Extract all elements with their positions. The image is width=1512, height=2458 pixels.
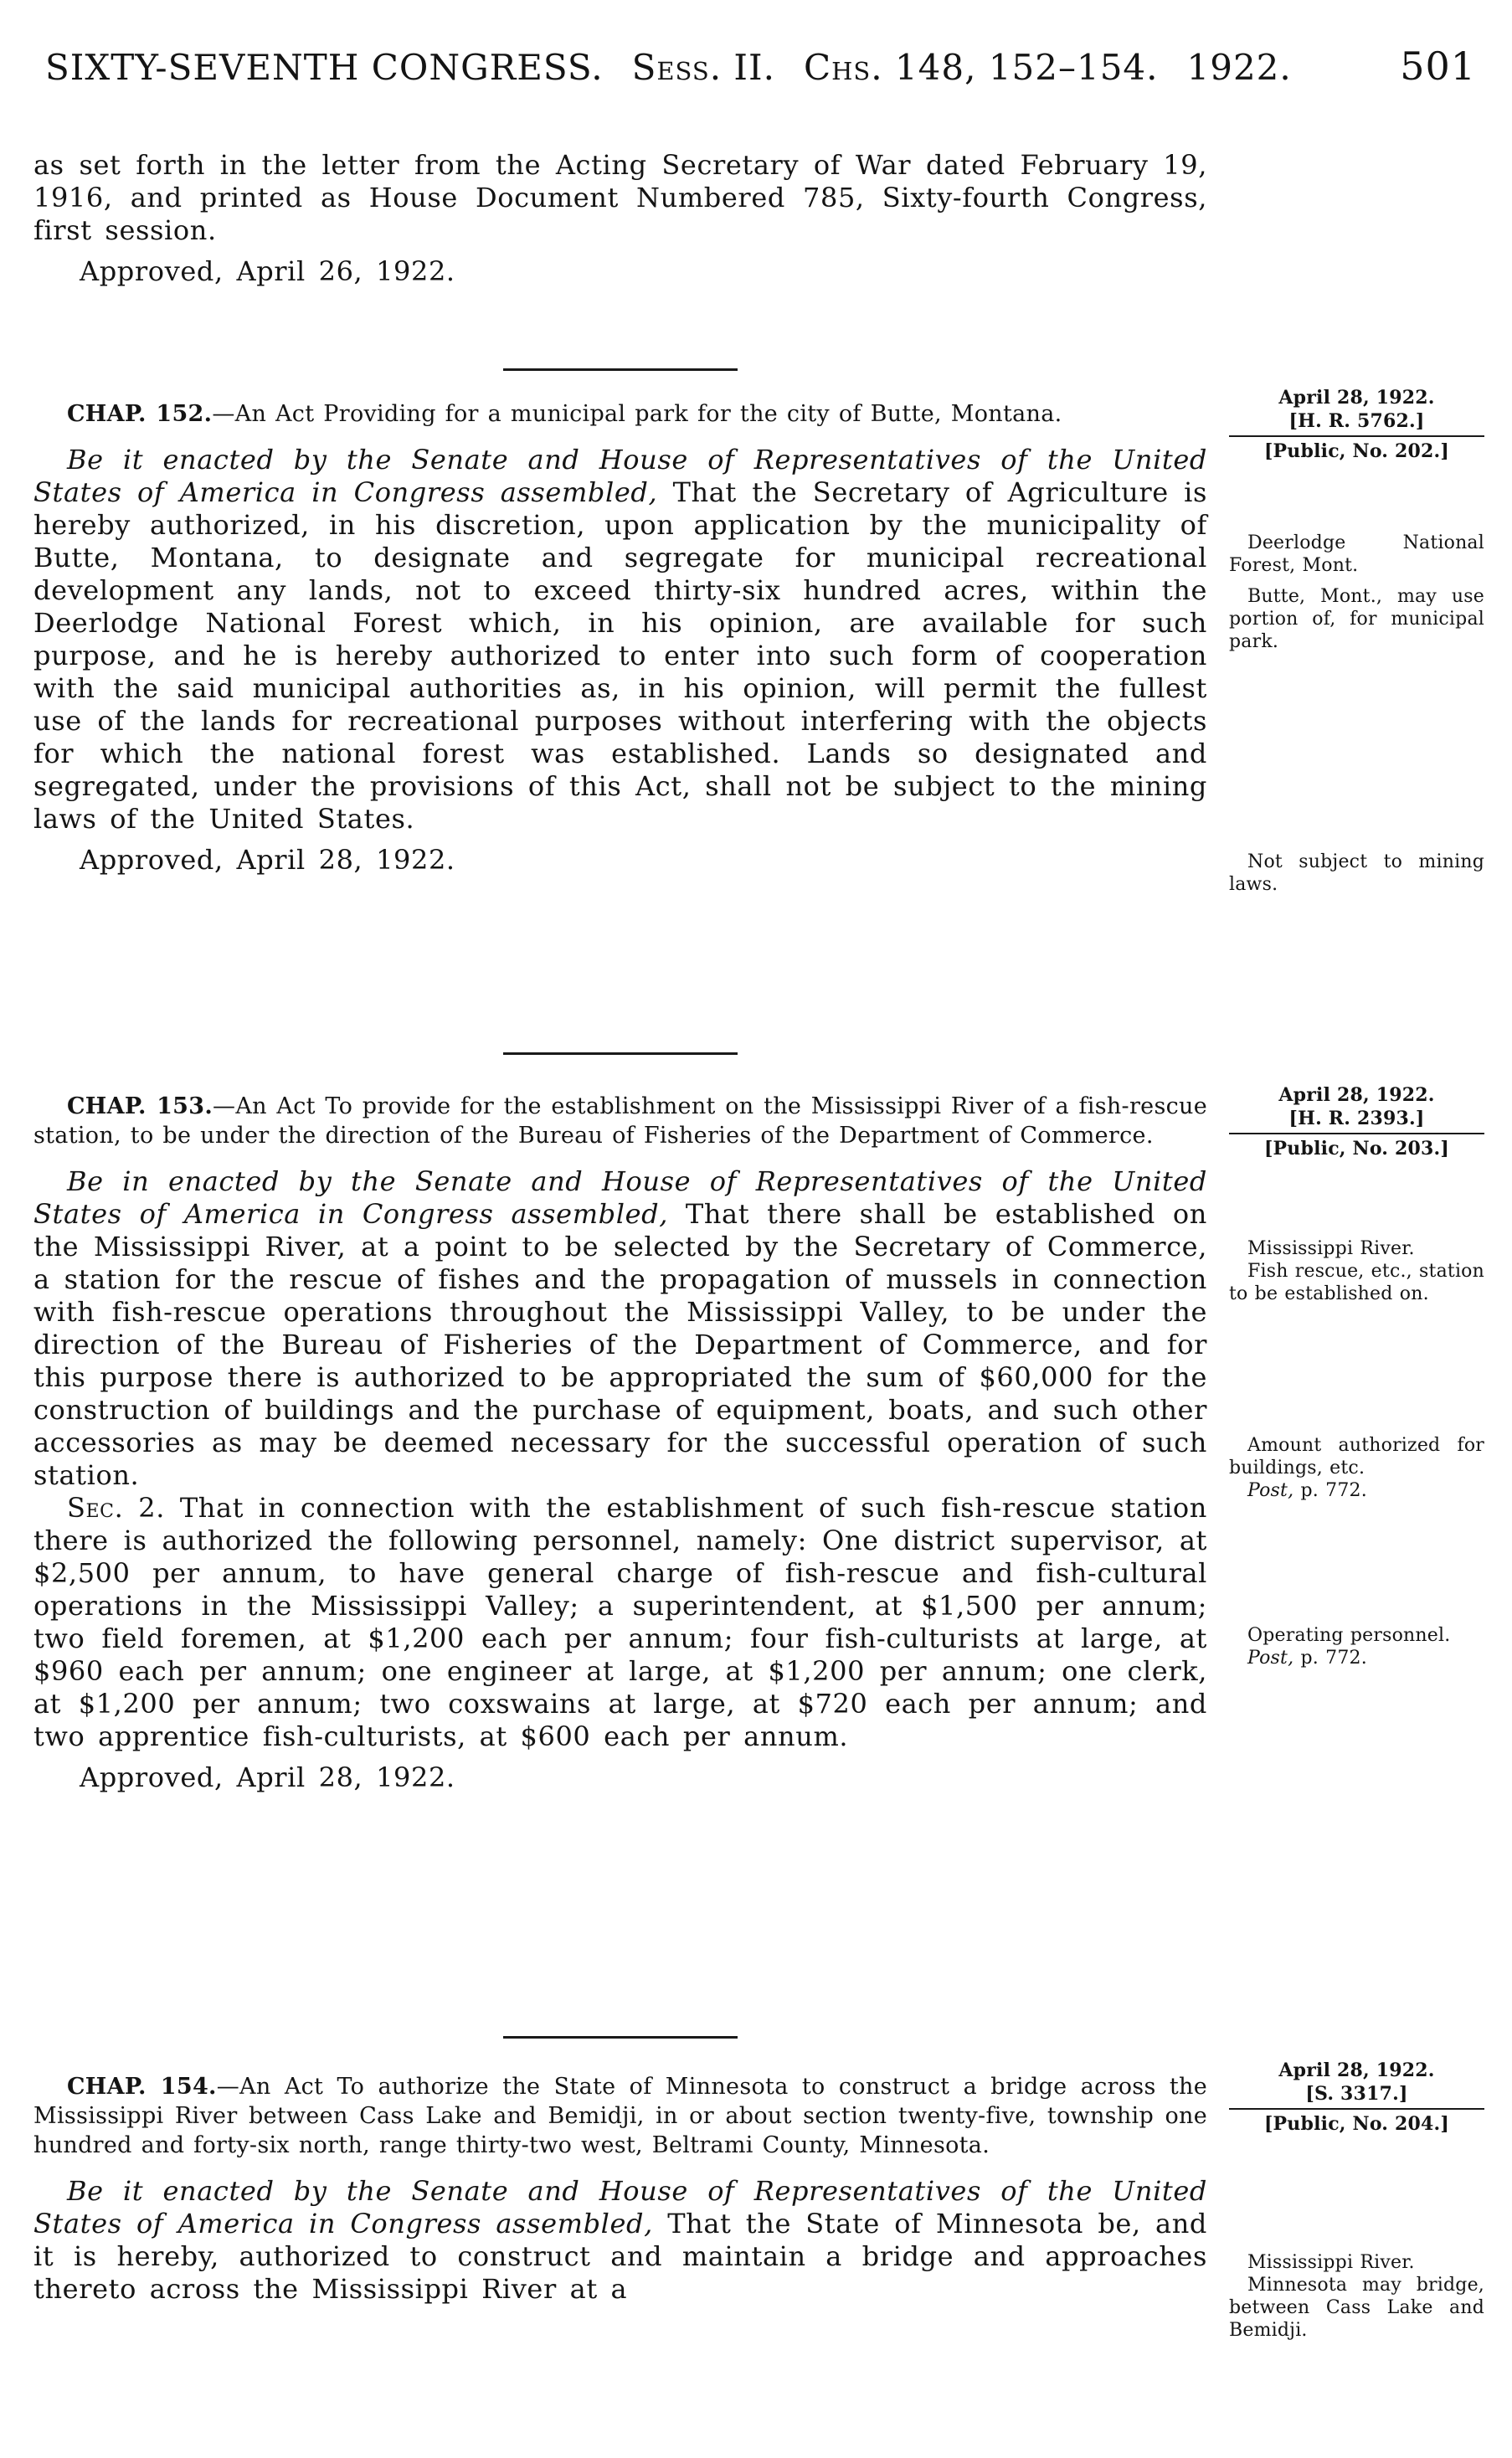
sidenote-post-reference	[1229, 1647, 1484, 1669]
sidenote-text: Deerlodge National Forest, Mont.	[1229, 532, 1484, 576]
sidenote-mississippi-station	[1229, 1237, 1484, 1305]
chap-154-body-text: That the State of Minnesota be, and it is hereby, authorized to construct and maintain a bridge and approaches thereto across the Mississippi River at a	[33, 2208, 1207, 2305]
page-number: 501	[1400, 44, 1476, 89]
chap-153-heading	[33, 1092, 1207, 1150]
post-page: p. 772.	[1293, 1648, 1367, 1669]
chap-148-main-column	[33, 149, 1207, 288]
chap-152-body-text: That the Secretary of Agriculture is hereby authorized, in his discretion, upon application by the municipality of Butte, Montana, to designate and segregate for municipal recreational development any lands, not to exceed thirty-six hundred acres, within the Deerlodge National Forest which, in his opinion, are available for such purpose, and he is hereby authorized to enter into such form of cooperation with the said municipal authorities as, in his opinion, will permit the fullest use of the lands for recreational purposes without interfering with the objects for which the national forest was established. Lands so designated and segregated, under the provisions of this Act, shall not be subject to the mining laws of the United States.	[33, 476, 1207, 835]
chap-153-section-2-paragraph	[33, 1492, 1207, 1753]
chap-153-section	[33, 1084, 1484, 2006]
sidenote-text: Operating personnel.	[1247, 1625, 1451, 1646]
post-page: p. 772.	[1293, 1480, 1367, 1501]
post-label: Post,	[1247, 1648, 1294, 1669]
sidenote-text: Amount authorized for buildings, etc.	[1229, 1435, 1484, 1478]
chap-153-sec2-text: That in connection with the establishment of such fish-rescue station there is authorized the following personnel, namely: One district supervisor, at $2,500 per annum, to have general charge of fish-rescue and fish-cultural operations in the Mississippi Valley; a superintendent, at $1,500 per annum; two field foremen, at $1,200 each per annum; four fish-culturists at large, at $960 each per annum; one engineer at large, at $1,200 per annum; one clerk, at $1,200 per annum; two coxswains at large, at $720 each per annum; and two apprentice fish-culturists, at $600 each per annum.	[33, 1492, 1208, 1752]
sidenote-post-reference	[1229, 1479, 1484, 1502]
chap-152-citation-bill: [H. R. 5762.]	[1288, 410, 1425, 432]
chap-152-approved-line: Approved, April 28, 1922.	[80, 844, 455, 876]
chap-154-citation-bill: [S. 3317.]	[1305, 2083, 1408, 2105]
sidenote-mining-laws	[1229, 851, 1484, 896]
chap-153-enacting-clause: Be in enacted by the Senate and House of Representatives of the United States of America in Congress assembled,	[33, 1165, 1207, 1230]
sidenote-text: Fish rescue, etc., station to be established on.	[1229, 1261, 1484, 1304]
running-head	[33, 44, 1484, 90]
chap-152-label: CHAP. 152.	[67, 401, 213, 427]
chap-152-citation-block	[1229, 386, 1484, 463]
chap-154-citation-block	[1229, 2059, 1484, 2136]
citation-rule	[1229, 2108, 1484, 2110]
chap-154-title: —An Act To authorize the State of Minnesota to construct a bridge across the Mississippi River between Cass Lake and Bemidji, in or about section twenty-five, township one hundred and forty-six north, range thirty-two west, Beltrami County, Minnesota.	[33, 2074, 1207, 2158]
sidenote-deerlodge-forest	[1229, 532, 1484, 577]
chap-154-heading	[33, 2072, 1207, 2160]
chap-148-approved-line: Approved, April 26, 1922.	[80, 255, 455, 287]
chapters-label: Chs. 148, 152–154.	[803, 47, 1159, 88]
sidenote-text: Mississippi River.	[1247, 2252, 1415, 2273]
chap-148-end-section	[33, 149, 1484, 340]
sidenote-operating-personnel	[1229, 1624, 1484, 1669]
chap-154-section	[33, 2059, 1484, 2341]
chap-148-continuation-paragraph: as set forth in the letter from the Acting Secretary of War dated February 19, 1916, and printed as House Document Numbered 785, Sixty-fourth Congress, first session.	[33, 149, 1207, 246]
chap-154-citation-date: April 28, 1922.	[1278, 2059, 1435, 2081]
chap-152-section	[33, 387, 1484, 1021]
chap-154-enacting-clause: Be it enacted by the Senate and House of Representatives of the United States of America in Congress assembled,	[33, 2175, 1207, 2239]
sidenote-butte-park	[1229, 585, 1484, 653]
chap-153-body-paragraph	[33, 1165, 1207, 1492]
section-divider-rule	[503, 1052, 738, 1055]
citation-rule	[1229, 435, 1484, 437]
chap-152-title: —An Act Providing for a municipal park for the city of Butte, Montana.	[212, 401, 1062, 427]
citation-rule	[1229, 1133, 1484, 1134]
congress-title: SIXTY-SEVENTH CONGRESS.	[45, 47, 604, 88]
sidenote-text: Minnesota may bridge, between Cass Lake and Bemidji.	[1229, 2275, 1484, 2341]
sidenote-minnesota-bridge	[1229, 2251, 1484, 2342]
sidenote-amount-authorized	[1229, 1434, 1484, 1502]
chap-153-citation-public: [Public, No. 203.]	[1263, 1138, 1450, 1160]
post-label: Post,	[1247, 1480, 1294, 1501]
session-label: Sess. II.	[631, 47, 775, 88]
sidenote-text: Butte, Mont., may use portion of, for municipal park.	[1229, 586, 1484, 652]
chap-153-citation-block	[1229, 1083, 1484, 1160]
chap-153-approved-line: Approved, April 28, 1922.	[80, 1761, 455, 1793]
chap-152-body-paragraph	[33, 444, 1207, 836]
running-head-title	[45, 45, 1292, 90]
chap-152-citation-public: [Public, No. 202.]	[1263, 440, 1450, 462]
chap-153-title: —An Act To provide for the establishment on the Mississippi River of a fish-rescue station, to be under the direction of the Bureau of Fisheries of the Department of Commerce.	[33, 1093, 1207, 1149]
sidenote-text: Not subject to mining laws.	[1229, 851, 1484, 895]
chap-153-citation-bill: [H. R. 2393.]	[1288, 1108, 1425, 1129]
section-divider-rule	[503, 368, 738, 371]
chap-154-main-column	[33, 2072, 1207, 2306]
chap-152-enacting-clause: Be it enacted by the Senate and House of Representatives of the United States of America in Congress assembled,	[33, 444, 1207, 508]
chap-153-label: CHAP. 153.	[67, 1093, 213, 1119]
chap-154-label: CHAP. 154.	[67, 2074, 217, 2100]
year-label: 1922.	[1186, 47, 1292, 88]
chap-153-citation-date: April 28, 1922.	[1278, 1084, 1435, 1106]
chap-154-body-paragraph	[33, 2175, 1207, 2306]
section-divider-rule	[503, 2036, 738, 2039]
chap-153-body-text: That there shall be established on the Mississippi River, at a point to be selected by the Secretary of Commerce, a station for the rescue of fishes and the propagation of mussels in connection with fish-rescue operations throughout the Mississippi Valley, to be under the direction of the Bureau of Fisheries of the Department of Commerce, and for this purpose there is authorized to be appropriated the sum of $60,000 for the construction of buildings and the purchase of equipment, boats, and such other accessories as may be deemed necessary for the successful operation of such station.	[33, 1198, 1208, 1491]
chap-153-main-column	[33, 1092, 1207, 1794]
chap-153-sec2-label: Sec. 2.	[67, 1492, 165, 1524]
chap-152-citation-date: April 28, 1922.	[1278, 387, 1435, 409]
sidenote-text: Mississippi River.	[1247, 1238, 1415, 1259]
chap-152-heading	[33, 399, 1207, 429]
chap-152-main-column	[33, 399, 1207, 877]
chap-154-citation-public: [Public, No. 204.]	[1263, 2113, 1450, 2135]
